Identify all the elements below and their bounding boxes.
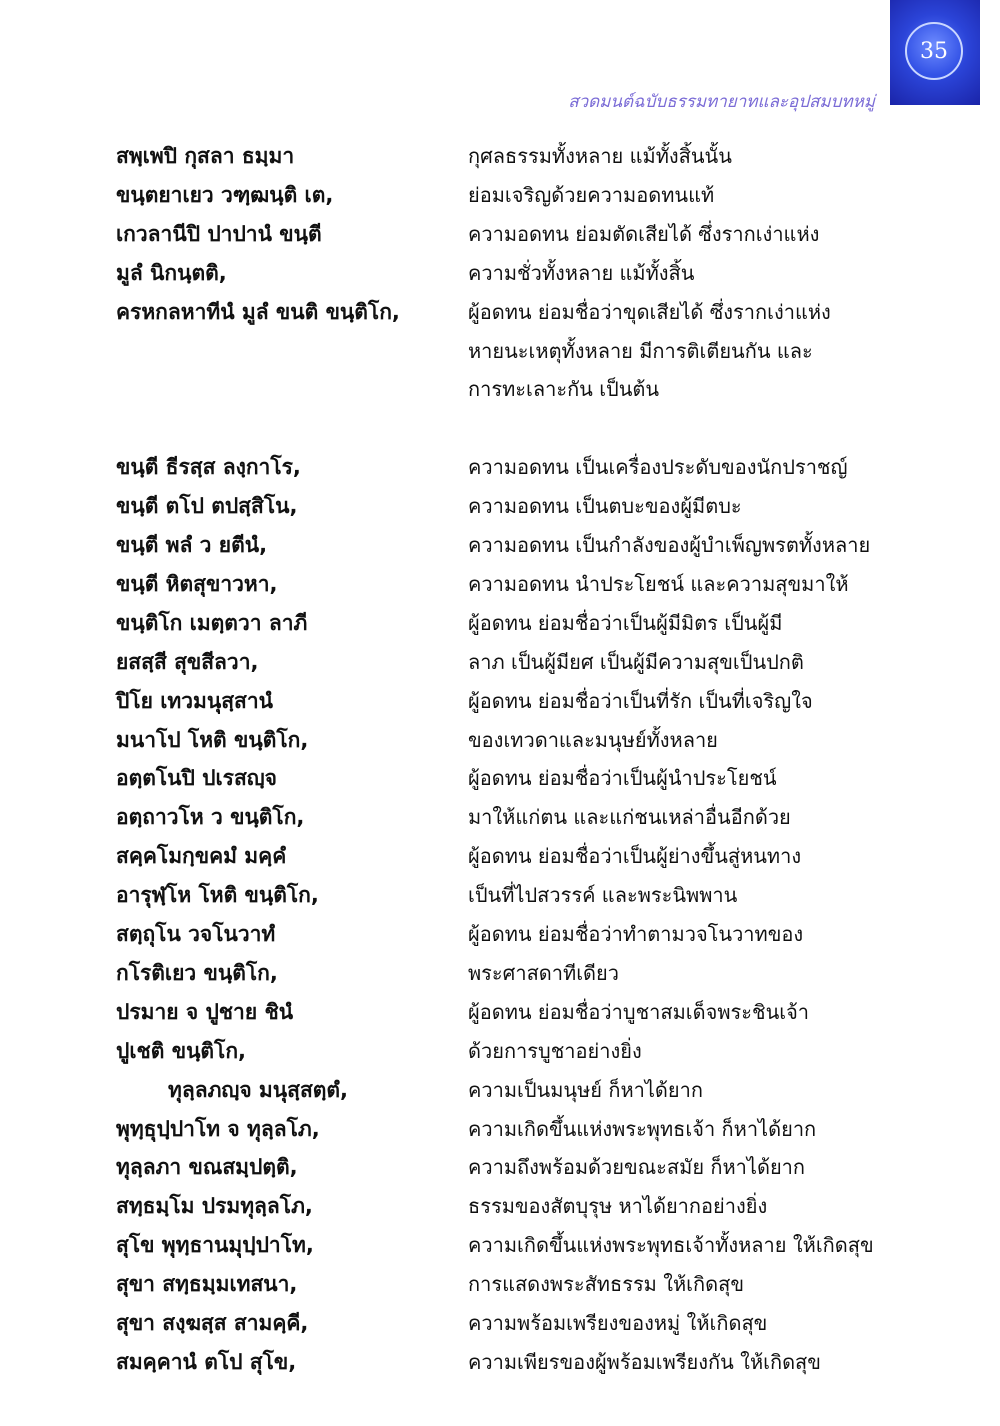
pali-verse: ขนฺติโก เมตฺตวา ลาภี	[116, 610, 308, 635]
pali-verse: อตฺตโนปิ ปเรสญฺจ	[116, 766, 277, 791]
pali-verse: ปิโย เทวมนุสฺสานํ	[116, 688, 274, 713]
verse-row	[0, 1151, 1000, 1190]
verse-row	[0, 490, 1000, 529]
pali-verse: ปรมาย จ ปูชาย ชินํ	[116, 999, 294, 1024]
verse-row	[0, 1074, 1000, 1113]
thai-translation: ความอดทน เป็นกำลังของผู้บำเพ็ญพรตทั้งหลาย	[468, 533, 871, 557]
pali-verse: อตฺถาวโห ว ขนฺติโก,	[116, 805, 305, 830]
pali-verse: สมคฺคานํ ตโป สุโข,	[116, 1349, 297, 1374]
verse-row	[0, 1307, 1000, 1346]
thai-translation: ความอดทน เป็นตบะของผู้มีตบะ	[468, 494, 742, 519]
thai-translation: ผู้อดทน ย่อมชื่อว่าเป็นผู้นำประโยชน์	[468, 766, 777, 791]
pali-verse: ครหกลหาทีนํ มูลํ ขนติ ขนฺติโก,	[116, 299, 400, 324]
pali-verse: สพฺเพปิ กุสลา ธมฺมา	[116, 144, 295, 168]
pali-verse: พุทฺธุปฺปาโท จ ทุลฺลโภ,	[116, 1116, 320, 1141]
pali-verse: ทุลฺลภา ขณสมฺปตฺติ,	[116, 1155, 298, 1180]
thai-translation: ผู้อดทน ย่อมชื่อว่าเป็นผู้มีมิตร เป็นผู้มี	[468, 610, 783, 635]
thai-translation: ความเพียรของผู้พร้อมเพรียงกัน ให้เกิดสุข	[468, 1349, 821, 1374]
verse-row	[0, 218, 1000, 257]
verse-row	[0, 1190, 1000, 1229]
thai-translation: ความอดทน นำประโยชน์ และความสุขมาให้	[468, 571, 849, 596]
thai-translation: เป็นที่ไปสวรรค์ และพระนิพพาน	[468, 883, 738, 908]
pali-verse: ขนฺตี พลํ ว ยตีนํ,	[116, 533, 268, 557]
verse-row	[0, 1229, 1000, 1268]
verse-row	[0, 1113, 1000, 1152]
verse-row	[0, 373, 1000, 412]
pali-verse: สุโข พุทฺธานมุปฺปาโท,	[116, 1233, 314, 1258]
verse-row	[0, 335, 1000, 374]
thai-translation: ผู้อดทน ย่อมชื่อว่าทำตามวจโนวาทของ	[468, 922, 804, 946]
pali-verse: มูลํ นิกนฺตติ,	[116, 260, 227, 285]
verse-row	[0, 762, 1000, 801]
thai-translation: ผู้อดทน ย่อมชื่อว่าเป็นที่รัก เป็นที่เจริญใจ	[468, 688, 813, 713]
verse-row	[0, 879, 1000, 918]
page-number: 35	[905, 22, 963, 80]
thai-translation: ความอดทน ย่อมตัดเสียได้ ซึ่งรากเง่าแห่ง	[468, 221, 820, 246]
verse-row	[0, 646, 1000, 685]
thai-translation: ความเกิดขึ้นแห่งพระพุทธเจ้า ก็หาได้ยาก	[468, 1116, 817, 1141]
verse-row	[0, 724, 1000, 763]
verse-row	[0, 685, 1000, 724]
verse-row	[0, 140, 1000, 179]
verse-row	[0, 840, 1000, 879]
verse-row	[0, 529, 1000, 568]
thai-translation: ความเป็นมนุษย์ ก็หาได้ยาก	[468, 1077, 703, 1102]
verse-row	[0, 607, 1000, 646]
thai-translation: ลาภ เป็นผู้มียศ เป็นผู้มีความสุขเป็นปกติ	[468, 649, 804, 674]
verse-row	[0, 296, 1000, 335]
thai-translation: ความชั่วทั้งหลาย แม้ทั้งสิ้น	[468, 260, 695, 285]
pali-verse: ขนฺตี หิตสุขาวหา,	[116, 571, 278, 596]
pali-verse: ทุลฺลภญฺจ มนุสฺสตฺตํ,	[168, 1077, 349, 1102]
pali-verse: ขนฺตี ธีรสฺส ลงฺกาโร,	[116, 455, 301, 480]
thai-translation: ของเทวดาและมนุษย์ทั้งหลาย	[468, 727, 718, 752]
verse-row	[0, 957, 1000, 996]
thai-translation: ผู้อดทน ย่อมชื่อว่าเป็นผู้ย่างขึ้นสู่หนทาง	[468, 844, 802, 869]
thai-translation: ความอดทน เป็นเครื่องประดับของนักปราชญ์	[468, 455, 848, 480]
thai-translation: กุศลธรรมทั้งหลาย แม้ทั้งสิ้นนั้น	[468, 144, 732, 168]
verse-row	[0, 451, 1000, 490]
thai-translation: การทะเลาะกัน เป็นต้น	[468, 377, 660, 402]
verse-row	[0, 179, 1000, 218]
pali-verse: เกวลานีปิ ปาปานํ ขนฺตี	[116, 221, 322, 246]
pali-verse: สคฺคโมกฺขคมํ มคฺคํ	[116, 844, 287, 869]
thai-translation: ย่อมเจริญด้วยความอดทนแท้	[468, 182, 715, 207]
pali-verse: สุขา สงฺฆสฺส สามคฺคี,	[116, 1311, 309, 1335]
pali-verse: อารุฬฺโห โหติ ขนฺติโก,	[116, 883, 319, 908]
pali-verse: ยสสฺสี สุขสีลวา,	[116, 649, 259, 674]
thai-translation: ธรรมของสัตบุรุษ หาได้ยากอย่างยิ่ง	[468, 1194, 768, 1219]
thai-translation: การแสดงพระสัทธรรม ให้เกิดสุข	[468, 1272, 744, 1297]
verse-row	[0, 1346, 1000, 1385]
verse-row	[0, 1035, 1000, 1074]
page-number-badge	[890, 0, 980, 105]
thai-translation: ความพร้อมเพรียงของหมู่ ให้เกิดสุข	[468, 1311, 768, 1335]
verse-row	[0, 1268, 1000, 1307]
pali-verse: มนาโป โหติ ขนฺติโก,	[116, 727, 309, 752]
thai-translation: มาให้แก่ตน และแก่ชนเหล่าอื่นอีกด้วย	[468, 805, 791, 830]
verse-row	[0, 257, 1000, 296]
pali-verse: สตฺถุโน วจโนวาทํ	[116, 922, 276, 946]
thai-translation: ผู้อดทน ย่อมชื่อว่าบูชาสมเด็จพระชินเจ้า	[468, 999, 810, 1024]
thai-translation: พระศาสดาทีเดียว	[468, 960, 619, 985]
thai-translation: หายนะเหตุทั้งหลาย มีการติเตียนกัน และ	[468, 338, 813, 363]
verse-row	[0, 996, 1000, 1035]
verse-row	[0, 801, 1000, 840]
thai-translation: ความเกิดขึ้นแห่งพระพุทธเจ้าทั้งหลาย ให้เกิดสุข	[468, 1233, 874, 1258]
running-header: สวดมนต์ฉบับธรรมทายาทและอุปสมบทหมู่	[568, 92, 875, 112]
thai-translation: ผู้อดทน ย่อมชื่อว่าขุดเสียได้ ซึ่งรากเง่าแห่ง	[468, 299, 831, 324]
pali-verse: กโรติเยว ขนฺติโก,	[116, 960, 278, 985]
thai-translation: ด้วยการบูชาอย่างยิ่ง	[468, 1038, 642, 1063]
verse-row	[0, 568, 1000, 607]
pali-verse: ขนฺตยาเยว วฑฺฒนฺติ เต,	[116, 182, 334, 207]
verse-row	[0, 918, 1000, 957]
pali-verse: ปูเชติ ขนฺติโก,	[116, 1038, 247, 1063]
pali-verse: สทฺธมฺโม ปรมทุลฺลโภ,	[116, 1194, 313, 1219]
pali-verse: สุขา สทฺธมฺมเทสนา,	[116, 1272, 298, 1297]
pali-verse: ขนฺตี ตโป ตปสฺสิโน,	[116, 494, 298, 519]
thai-translation: ความถึงพร้อมด้วยขณะสมัย ก็หาได้ยาก	[468, 1155, 806, 1180]
